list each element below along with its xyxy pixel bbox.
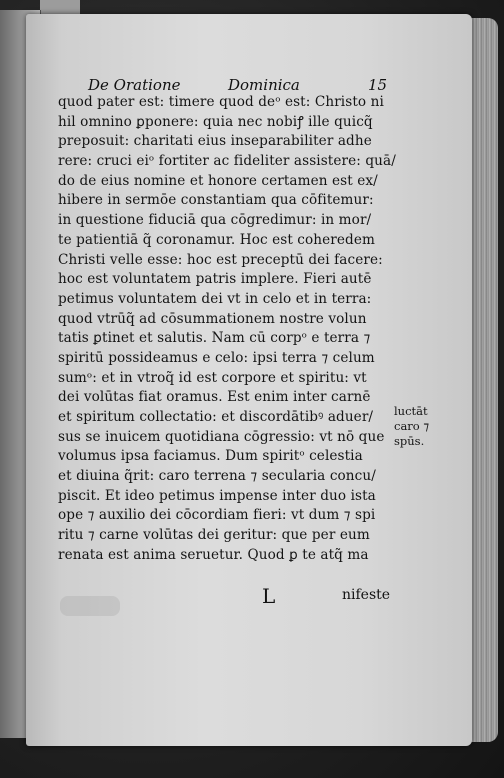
text-line: sumᵒ: et in vtroq̃ id est corpore et spiritu: vt (58, 369, 367, 386)
text-line: Christi velle esse: hoc est preceptū dei facere: (58, 251, 383, 268)
marginal-note-line: caro ⁊ (394, 419, 430, 433)
text-line: rere: cruci eiᵒ fortiter ac fideliter assistere: quā/ (58, 153, 396, 170)
header-title-right: Dominica (228, 76, 300, 94)
body-text (58, 93, 403, 566)
text-line: hibere in sermōe constantiam qua cōfitemur: (58, 192, 374, 209)
page-number: 15 (368, 76, 388, 94)
text-line: dei volūtas fiat oramus. Est enim inter carnē (58, 389, 371, 406)
text-line: et spiritum collectatio: et discordātibꝰ aduer/ (58, 409, 374, 425)
marginal-note-line: spūs. (394, 434, 425, 448)
text-line: petimus voluntatem dei vt in celo et in terra: (58, 290, 372, 307)
text-line: tatis ꝑtinet et salutis. Nam cū corpᵒ e terra ⁊ (58, 330, 371, 347)
marginal-note (394, 404, 450, 449)
text-line: et diuina q̃rit: caro terrena ⁊ secularia concu/ (58, 468, 376, 485)
catchword-text: nifeste (342, 587, 391, 603)
marginal-note-line: luctāt (394, 404, 428, 418)
text-line: hoc est voluntatem patris implere. Fieri autē (58, 271, 372, 288)
signature-mark: L (262, 584, 276, 608)
page-stack-edges (468, 18, 498, 742)
text-line: ope ⁊ auxilio dei cōcordiam fieri: vt dum ⁊ spi (58, 507, 376, 524)
text-line: piscit. Et ideo petimus impense inter duo ista (58, 487, 376, 504)
text-line: volumus ipsa faciamus. Dum spiritᵒ celestia (58, 448, 363, 465)
text-line: preposuit: charitati eius inseparabiliter adhe (58, 133, 372, 150)
book-strap (40, 0, 80, 14)
paper-stain (60, 596, 120, 616)
text-line: ritu ⁊ carne volūtas dei geritur: que per eum (58, 527, 370, 544)
text-line: renata est anima seruetur. Quod ꝑ te atq̃ ma (58, 546, 369, 563)
text-line: in questione fiduciā qua cōgredimur: in mor/ (58, 212, 372, 229)
text-line: hil omnino ꝑponere: quia nec nobiꝭ ille quicq̃ (58, 113, 373, 130)
header-title-left: De Oratione (88, 76, 181, 94)
text-line: spiritū possideamus e celo: ipsi terra ⁊ celum (58, 349, 375, 366)
text-line: sus se inuicem quotidiana cōgressio: vt nō que (58, 428, 385, 445)
text-line: do de eius nomine et honore certamen est ex/ (58, 172, 378, 189)
text-line: quod vtrūq̃ ad cōsummationem nostre volun (58, 310, 367, 327)
text-line: quod pater est: timere quod deᵒ est: Christo ni (58, 94, 384, 110)
text-line: te patientiā q̃ coronamur. Hoc est coheredem (58, 231, 375, 248)
